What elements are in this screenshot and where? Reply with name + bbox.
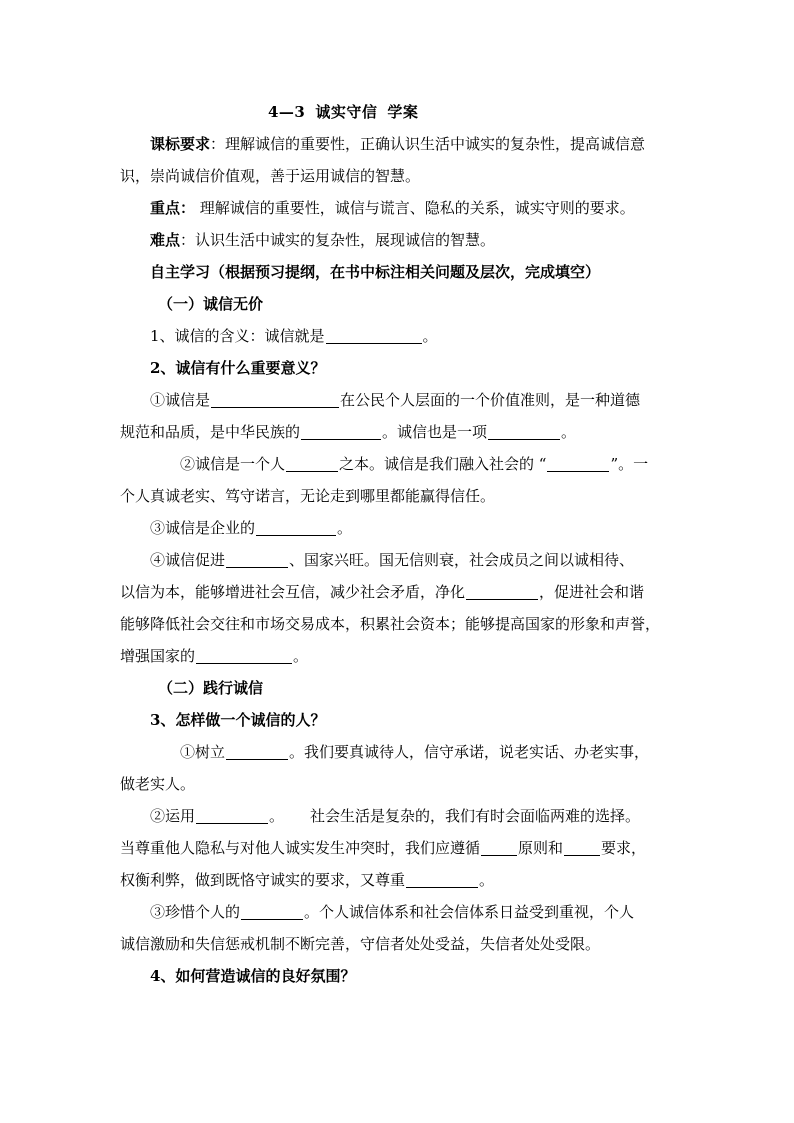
practice-3 (120, 896, 680, 928)
practice-1-text-b: 。我们要真诚待人，信守承诺，说老实话、办老实事， (289, 743, 650, 761)
practice-1-text-c: 做老实人。 (120, 775, 196, 793)
requirement-text: ：理解诚信的重要性，正确认识生活中诚实的复杂性，提高诚信意 (210, 135, 646, 153)
blank-field[interactable] (547, 453, 609, 472)
practice-3-text-b: 。个人诚信体系和社会信体系日益受到重视，个人 (304, 903, 635, 921)
requirement-label: 课标要求 (150, 135, 211, 153)
practice-2-text-d: 当尊重他人隐私与对他人诚实发生冲突时，我们应遵循 (120, 839, 481, 857)
point-4-text-f: 增强国家的 (120, 647, 196, 665)
point-3-text-a: ③诚信是企业的 (150, 519, 256, 537)
point-2 (120, 448, 680, 480)
question-1-end: 。 (422, 327, 438, 345)
practice-3-text-a: ③珍惜个人的 (150, 903, 241, 921)
blank-field[interactable] (326, 325, 422, 344)
blank-field[interactable] (466, 581, 538, 600)
practice-2-text-b: 。 (269, 807, 285, 825)
blank-field[interactable] (301, 421, 381, 440)
practice-2-text-h: 。 (479, 871, 495, 889)
point-3-text-b: 。 (337, 519, 353, 537)
point-1 (120, 384, 680, 416)
blank-field[interactable] (481, 837, 517, 856)
practice-2-cont-2 (120, 864, 680, 896)
point-4-text-b: 、国家兴旺。国无信则衰，社会成员之间以诚相待、 (289, 551, 635, 569)
title-number: 4—3 (268, 103, 306, 121)
question-2: 2、诚信有什么重要意义？ (150, 359, 326, 377)
title-kind: 学案 (387, 103, 419, 121)
point-1-text-d: 。诚信也是一项 (382, 423, 488, 441)
blank-field[interactable] (406, 869, 478, 888)
practice-2-cont-1 (120, 832, 680, 864)
practice-2-text-e: 原则和 (518, 839, 564, 857)
blank-field[interactable] (241, 901, 303, 920)
curriculum-requirement (120, 128, 680, 160)
point-4-cont-3 (120, 640, 680, 672)
point-4-cont-1 (120, 576, 680, 608)
question-1-text: 1、诚信的含义：诚信就是 (150, 327, 325, 345)
practice-3-cont (120, 928, 680, 960)
blank-field[interactable] (488, 421, 560, 440)
point-4-text-a: ④诚信促进 (150, 551, 226, 569)
key-points-text: 理解诚信的重要性，诚信与谎言、隐私的关系，诚实守则的要求。 (195, 199, 635, 217)
key-points-label: 重点： (150, 199, 196, 217)
blank-field[interactable] (286, 453, 338, 472)
blank-field[interactable] (256, 517, 336, 536)
blank-field[interactable] (226, 549, 288, 568)
point-2-text-c: ”。一 (610, 455, 649, 473)
point-1-text-b: 在公民个人层面的一个价值准则，是一种道德 (340, 391, 641, 409)
point-2-text-a: ②诚信是一个人 (180, 455, 286, 473)
point-4-text-d: ，促进社会和谐 (539, 583, 645, 601)
difficult-points (120, 224, 680, 256)
point-1-text-a: ①诚信是 (150, 391, 211, 409)
requirement-text-cont: 识，崇尚诚信价值观，善于运用诚信的智慧。 (120, 167, 421, 185)
point-2-text-d: 个人真诚老实、笃守诺言，无论走到哪里都能赢得信任。 (120, 487, 496, 505)
title-name: 诚实守信 (315, 103, 378, 121)
point-3 (120, 512, 680, 544)
point-1-text-e: 。 (561, 423, 577, 441)
practice-2 (120, 800, 680, 832)
section-two-heading: （二）践行诚信 (158, 679, 264, 697)
question-3: 3、怎样做一个诚信的人？ (150, 711, 326, 729)
point-1-text-c: 规范和品质，是中华民族的 (120, 423, 301, 441)
blank-field[interactable] (226, 741, 288, 760)
point-4 (120, 544, 680, 576)
point-2-text-b: 之本。诚信是我们融入社会的 “ (339, 455, 547, 473)
question-4: 4、如何营造诚信的良好氛围？ (150, 967, 356, 985)
practice-2-text-f: 要求， (601, 839, 647, 857)
blank-field[interactable] (564, 837, 600, 856)
key-points (120, 192, 680, 224)
point-4-text-g: 。 (293, 647, 309, 665)
worksheet (120, 96, 680, 992)
practice-2-text-c: 社会生活是复杂的，我们有时会面临两难的选择。 (310, 807, 641, 825)
blank-field[interactable] (196, 805, 268, 824)
practice-1 (120, 736, 680, 768)
self-study-heading: 自主学习（根据预习提纲，在书中标注相关问题及层次，完成填空） (150, 263, 601, 281)
practice-2-text-a: ②运用 (150, 807, 196, 825)
difficult-points-text: ：认识生活中诚实的复杂性，展现诚信的智慧。 (180, 231, 496, 249)
section-one-heading: （一）诚信无价 (158, 295, 264, 313)
practice-1-cont (120, 768, 680, 800)
page-title (120, 96, 680, 128)
curriculum-requirement-cont (120, 160, 680, 192)
point-4-text-e: 能够降低社会交往和市场交易成本，积累社会资本；能够提高国家的形象和声誉， (120, 615, 661, 633)
blank-field[interactable] (211, 389, 339, 408)
difficult-points-label: 难点 (150, 231, 181, 249)
question-1 (120, 320, 680, 352)
point-1-cont (120, 416, 680, 448)
blank-field[interactable] (196, 645, 292, 664)
practice-2-text-g: 权衡利弊，做到既恪守诚实的要求，又尊重 (120, 871, 406, 889)
practice-1-text-a: ①树立 (180, 743, 226, 761)
point-4-text-c: 以信为本，能够增进社会互信，减少社会矛盾，净化 (120, 583, 466, 601)
practice-3-text-c: 诚信激励和失信惩戒机制不断完善，守信者处处受益，失信者处处受限。 (120, 935, 601, 953)
point-4-cont-2 (120, 608, 680, 640)
point-2-cont (120, 480, 680, 512)
